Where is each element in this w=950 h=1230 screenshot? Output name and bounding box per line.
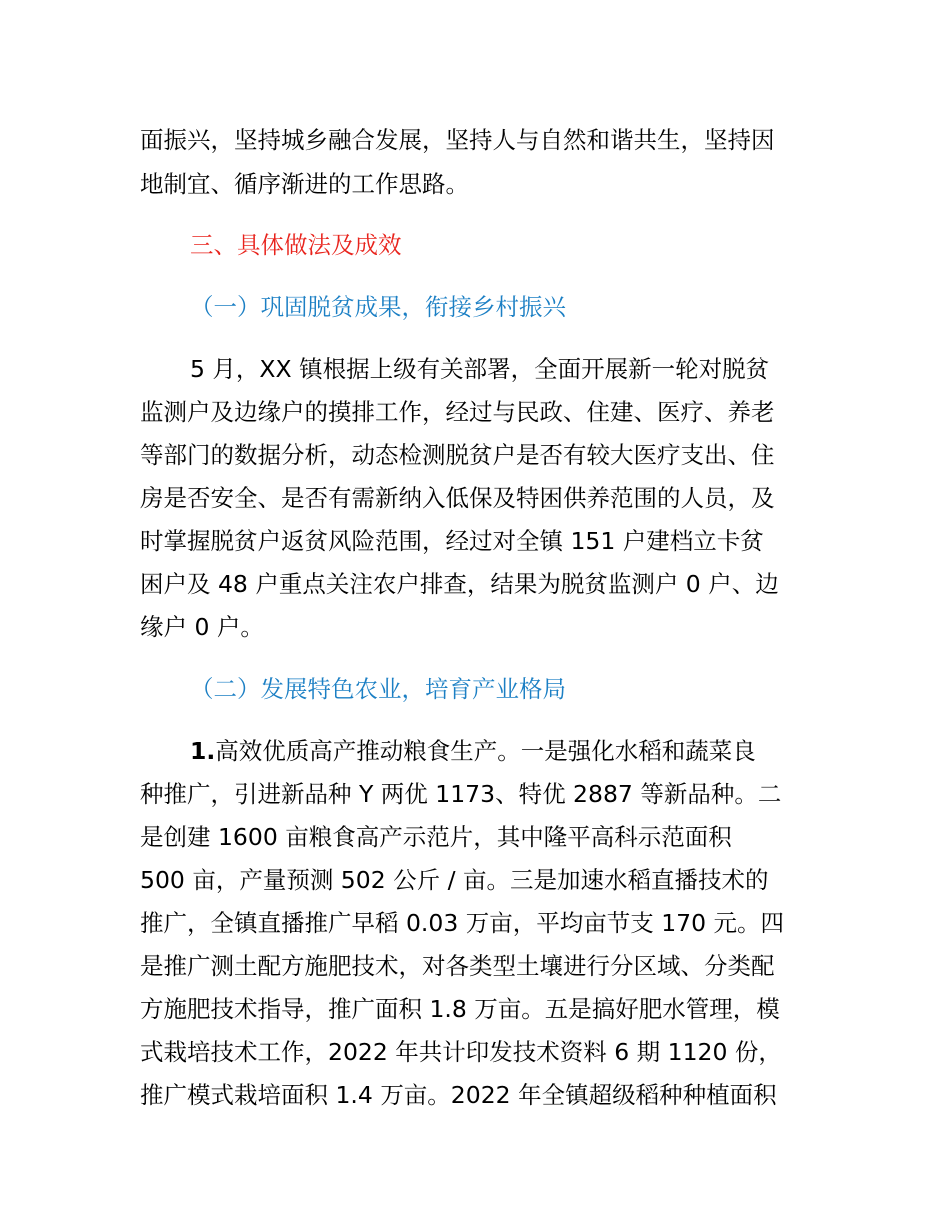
paragraph-line: 推广，全镇直播推广早稻 0.03 万亩，平均亩节支 170 元。四 (140, 909, 785, 937)
paragraph-line: 种推广，引进新品种 Y 两优 1173、特优 2887 等新品种。二 (140, 780, 782, 808)
paragraph-line: 推广模式栽培面积 1.4 万亩。2022 年全镇超级稻种种植面积 (140, 1081, 777, 1109)
subsection-heading-2: （二）发展特色农业，培育产业格局 (190, 675, 566, 703)
item-number: 1. (190, 737, 216, 765)
paragraph-line: 是创建 1600 亩粮食高产示范片，其中隆平高科示范面积 (140, 823, 732, 851)
item-first-line (190, 735, 756, 767)
continuation-line-2: 地制宜、循序渐进的工作思路。 (140, 170, 469, 198)
paragraph-line: 等部门的数据分析，动态检测脱贫户是否有较大医疗支出、住 (140, 441, 775, 469)
paragraph-line: 500 亩，产量预测 502 公斤 / 亩。三是加速水稻直播技术的 (140, 866, 769, 894)
subsection-heading-1: （一）巩固脱贫成果，衔接乡村振兴 (190, 293, 566, 321)
paragraph-line: 5 月，XX 镇根据上级有关部署，全面开展新一轮对脱贫 (190, 355, 770, 383)
paragraph-line: 监测户及边缘户的摸排工作，经过与民政、住建、医疗、养老 (140, 398, 775, 426)
paragraph-line: 房是否安全、是否有需新纳入低保及特困供养范围的人员，及 (140, 484, 775, 512)
section-heading: 三、具体做法及成效 (190, 231, 402, 259)
paragraph-line: 式栽培技术工作，2022 年共计印发技术资料 6 期 1120 份， (140, 1038, 782, 1066)
paragraph-line: 方施肥技术指导，推广面积 1.8 万亩。五是搞好肥水管理，模 (140, 995, 780, 1023)
item-title-text: 高效优质高产推动粮食生产。一是强化水稻和蔬菜良 (215, 737, 756, 765)
paragraph-line: 困户及 48 户重点关注农户排查，结果为脱贫监测户 0 户、边 (140, 570, 779, 598)
continuation-line-1: 面振兴，坚持城乡融合发展，坚持人与自然和谐共生，坚持因 (140, 126, 775, 154)
paragraph-line: 缘户 0 户。 (140, 613, 264, 641)
paragraph-line: 时掌握脱贫户返贫风险范围，经过对全镇 151 户建档立卡贫 (140, 527, 764, 555)
paragraph-line: 是推广测土配方施肥技术，对各类型土壤进行分区域、分类配 (140, 952, 775, 980)
